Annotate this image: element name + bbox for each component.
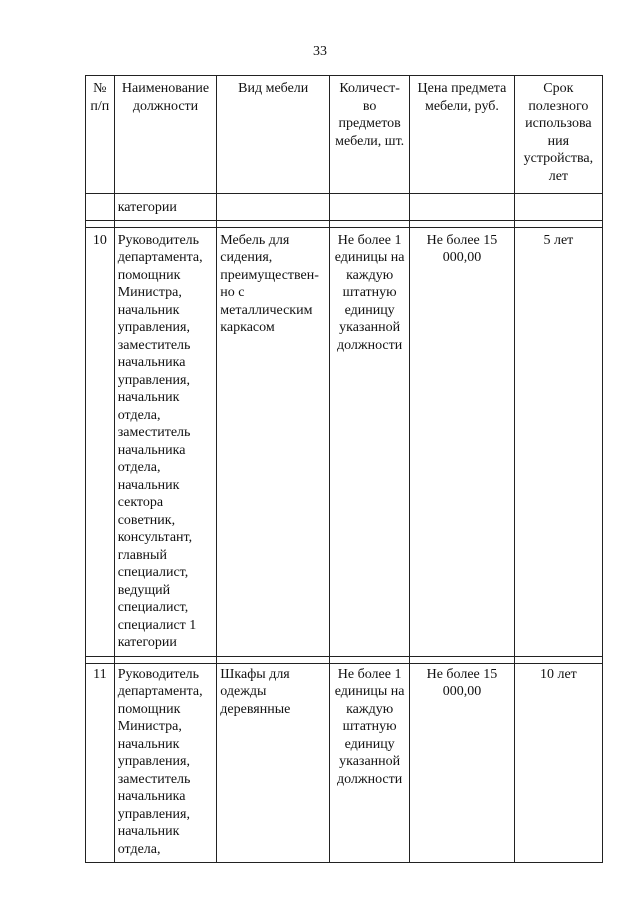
row-number: 11: [86, 663, 115, 863]
table-cell: [330, 656, 410, 663]
table-row-spacer: [86, 656, 603, 663]
furniture-cell: Шкафы для одежды деревянные: [217, 663, 330, 863]
header-quantity: Количест-во предметов мебели, шт.: [330, 76, 410, 194]
price-cell: Не более 15 000,00: [410, 227, 515, 656]
table-cell: [410, 220, 515, 227]
table-cell: [86, 656, 115, 663]
term-cell: 5 лет: [514, 227, 602, 656]
term-cell: 10 лет: [514, 663, 602, 863]
quantity-cell: Не более 1 единицы на каждую штатную единицу указанной должности: [330, 227, 410, 656]
table-cell: [410, 656, 515, 663]
table-cell: [330, 194, 410, 221]
table-cell: [514, 220, 602, 227]
table-cell: [86, 194, 115, 221]
table-cell: [330, 220, 410, 227]
header-price: Цена предмета мебели, руб.: [410, 76, 515, 194]
table-row: [86, 663, 603, 863]
row-number: 10: [86, 227, 115, 656]
price-cell: Не более 15 000,00: [410, 663, 515, 863]
table-row-continuation: [86, 194, 603, 221]
table-cell: [217, 656, 330, 663]
quantity-cell: Не более 1 единицы на каждую штатную единицу указанной должности: [330, 663, 410, 863]
table-cell: [114, 220, 217, 227]
table-cell: [86, 220, 115, 227]
furniture-cell: Мебель для сидения, преимуществен-но с металлическим каркасом: [217, 227, 330, 656]
table-cell: [514, 656, 602, 663]
table-row-spacer: [86, 220, 603, 227]
table-row: [86, 227, 603, 656]
header-service-term: Срок полезного использова ния устройства, лет: [514, 76, 602, 194]
position-cell: Руководитель департамента, помощник Министра, начальник управления, заместитель начальника управления, начальник отдела, заместитель начальника отдела, начальник сектора советник, консультант, главный специалист, ведущий специалист, специалист 1 категории: [114, 227, 217, 656]
header-number: № п/п: [86, 76, 115, 194]
table-cell: [217, 220, 330, 227]
position-cell: Руководитель департамента, помощник Министра, начальник управления, заместитель начальника управления, начальник отдела,: [114, 663, 217, 863]
table-cell: [114, 656, 217, 663]
table-cell: [217, 194, 330, 221]
table-header-row: [86, 76, 603, 194]
header-furniture-type: Вид мебели: [217, 76, 330, 194]
table-cell: [514, 194, 602, 221]
continuation-cell: категории: [114, 194, 217, 221]
furniture-norms-table: [85, 75, 603, 863]
page-number: 33: [313, 44, 327, 59]
table-cell: [410, 194, 515, 221]
header-position: Наименование должности: [114, 76, 217, 194]
